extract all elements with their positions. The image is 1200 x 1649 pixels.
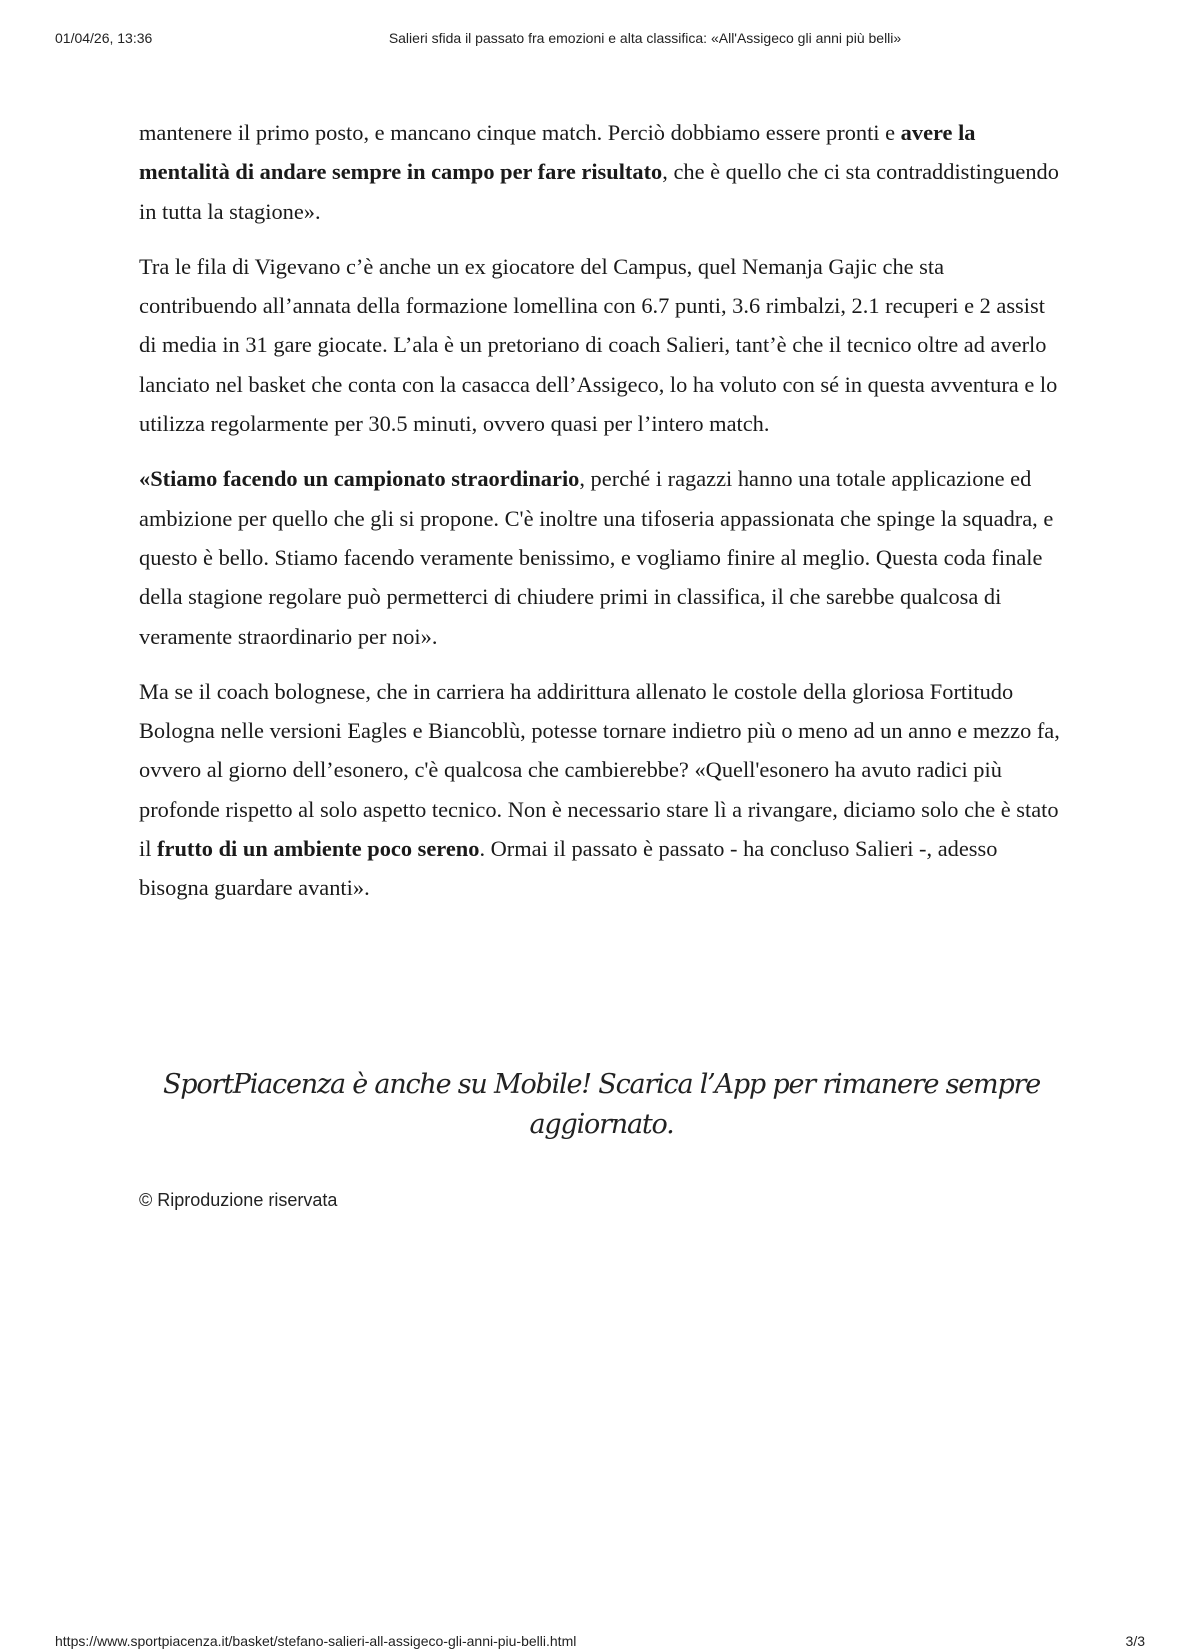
bold-text: frutto di un ambiente poco sereno bbox=[157, 836, 480, 862]
text: . Ormai il passato è passato - ha concluso Salieri -, adesso bisogna guardare avanti». bbox=[139, 836, 998, 901]
article-body bbox=[139, 113, 1064, 924]
print-title: Salieri sfida il passato fra emozioni e alta classifica: «All'Assigeco gli anni più belli» bbox=[388, 30, 902, 46]
paragraph bbox=[139, 459, 1064, 655]
text: mantenere il primo posto, e mancano cinque match. Perciò dobbiamo essere pronti e bbox=[139, 120, 901, 145]
print-datetime: 01/04/26, 13:36 bbox=[55, 30, 153, 46]
app-promo: SportPiacenza è anche su Mobile! Scarica l’App per rimanere sempre aggiornato. bbox=[162, 1069, 1041, 1140]
page-number: 3/3 bbox=[1125, 1633, 1145, 1649]
text: , che è quello che ci sta contraddistinguendo in tutta la stagione». bbox=[139, 159, 1059, 224]
page-url: https://www.sportpiacenza.it/basket/stefano-salieri-all-assigeco-gli-anni-piu-belli.html bbox=[55, 1633, 577, 1649]
bold-text: «Stiamo facendo un campionato straordinario bbox=[139, 466, 580, 492]
bold-text: avere la mentalità di andare sempre in campo per fare risultato bbox=[139, 120, 976, 185]
paragraph: Tra le fila di Vigevano c’è anche un ex giocatore del Campus, quel Nemanja Gajic che sta contribuendo all’annata della formazione lomellina con 6.7 punti, 3.6 rimbalzi, 2.1 recuperi e 2 assist di media in 31 gare giocate. L’ala è un pretoriano di coach Salieri, tant’è che il tecnico oltre ad averlo lanciato nel basket che conta con la casacca dell’Assigeco, lo ha voluto con sé in questa avventura e lo utilizza regolarmente per 30.5 minuti, ovvero quasi per l’intero match. bbox=[139, 253, 1058, 437]
text: , perché i ragazzi hanno una totale applicazione ed ambizione per quello che gli si propone. C'è inoltre una tifoseria appassionata che spinge la squadra, e questo è bello. Stiamo facendo veramente benissimo, e vogliamo finire al meglio. Questa coda finale della stagione regolare può permetterci di chiudere primi in classifica, il che sarebbe qualcosa di veramente straordinario per noi». bbox=[139, 466, 1054, 649]
paragraph bbox=[139, 113, 1064, 231]
paragraph bbox=[139, 672, 1064, 908]
text: Ma se il coach bolognese, che in carriera ha addirittura allenato le costole della gloriosa Fortitudo Bologna nelle versioni Eagles e Biancoblù, potesse tornare indietro più o meno ad un anno e mezzo fa, ovvero al giorno dell’esonero, c'è qualcosa che cambierebbe? «Quell'esonero ha avuto radici più profonde rispetto al solo aspetto tecnico. Non è necessario stare lì a rivangare, diciamo solo che è stato il bbox=[139, 678, 1060, 862]
copyright: © Riproduzione riservata bbox=[139, 1190, 338, 1210]
